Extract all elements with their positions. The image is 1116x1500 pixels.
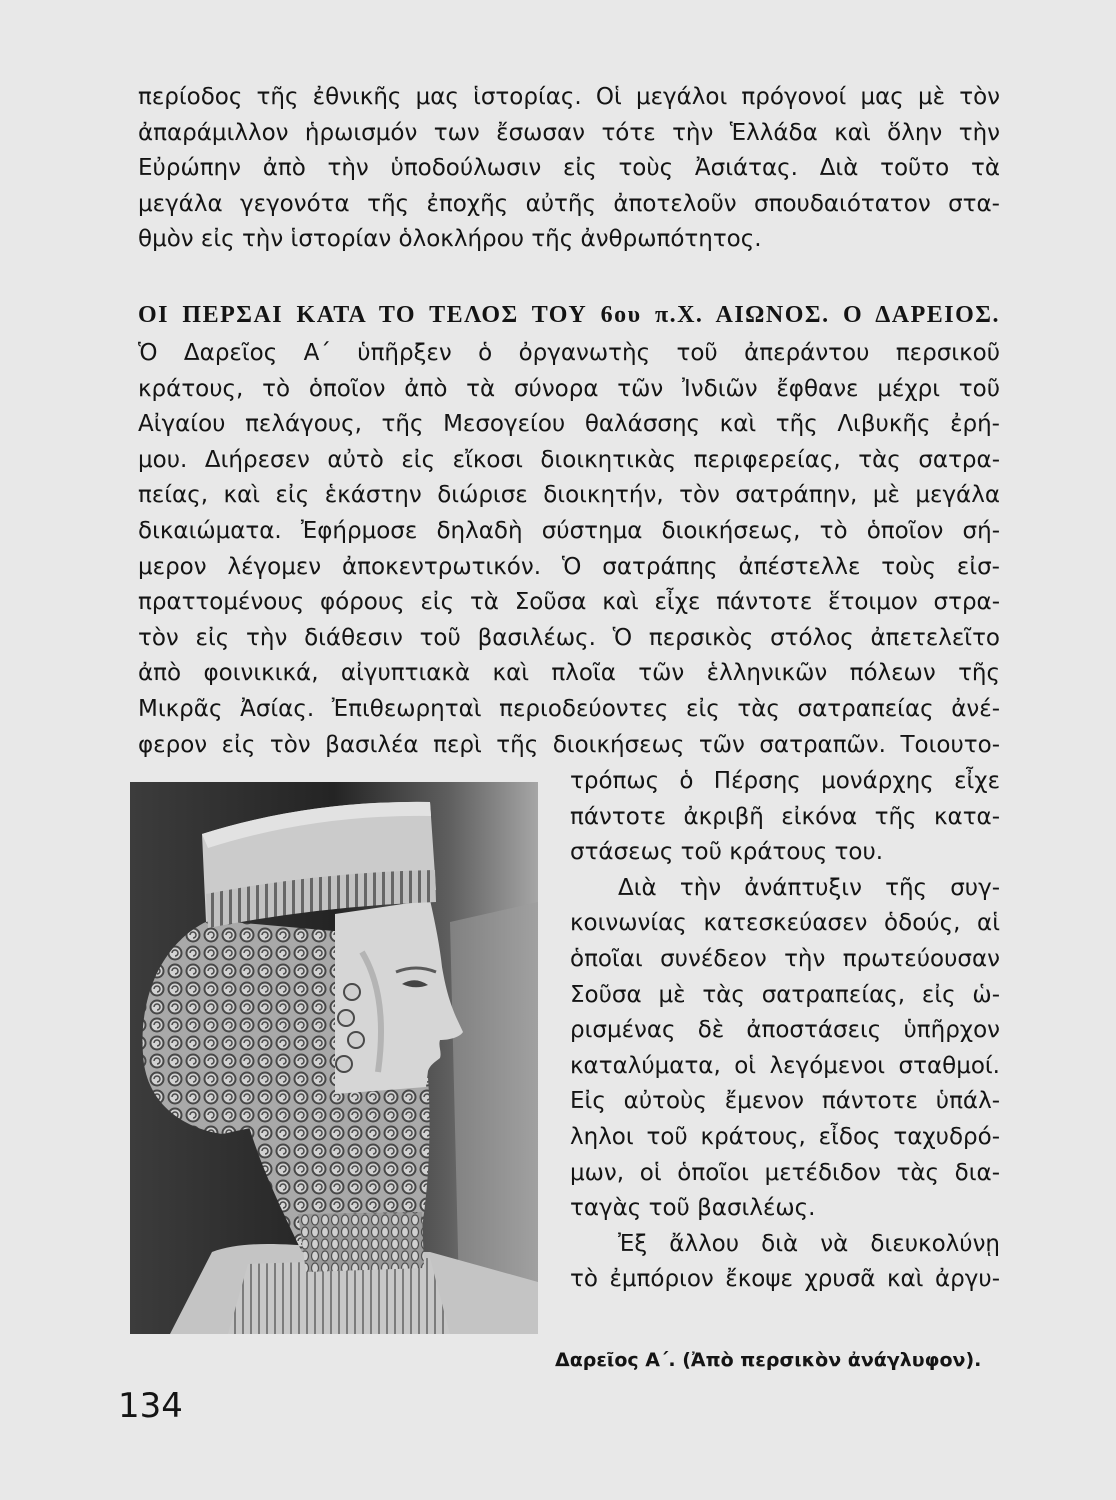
darius-relief-image [130,782,538,1334]
text-line: ἀπαράμιλλον ἡρωισμόν των ἔσωσαν τότε τὴν Ἑλλάδα καὶ ὅλην τὴν [138,119,1000,146]
text-line: περίοδος τῆς ἐθνικῆς μας ἱστορίας. Οἱ μεγάλοι πρόγονοί μας μὲ τὸν [138,84,1000,110]
text-line: τὸν εἰς τὴν διάθεσιν τοῦ βασιλέως. Ὁ περσικὸς στόλος ἀπετελεῖτο [138,624,1000,651]
text-line: ἀπὸ φοινικικά, αἰγυπτιακὰ καὶ πλοῖα τῶν ἑλληνικῶν πόλεων τῆς [138,660,1000,687]
body-paragraph [138,336,1000,763]
text-line: τρόπως ὁ Πέρσης μονάρχης εἶχε [570,768,1000,794]
text-line: πείας, καὶ εἰς ἑκάστην διώρισε διοικητήν, τὸν σατράπην, μὲ μεγάλα [138,482,1000,509]
text-line: Μικρᾶς Ἀσίας. Ἐπιθεωρηταὶ περιοδεύοντες εἰς τὰς σατραπείας ἀνέ- [138,695,1000,722]
text-line: μερον λέγομεν ἀποκεντρωτικόν. Ὁ σατράπης ἀπέστελλε τοὺς εἰσ- [138,553,1000,580]
intro-paragraph [138,80,1000,258]
text-line: ρισμένας δὲ ἀποστάσεις ὑπῆρχον [570,1017,1000,1044]
text-line: πραττομένους φόρους εἰς τὰ Σοῦσα καὶ εἶχε πάντοτε ἕτοιμον στρα- [138,589,1000,616]
text-line: θμὸν εἰς τὴν ἱστορίαν ὁλοκλήρου τῆς ἀνθρωπότητος. [138,226,762,253]
text-line: μεγάλα γεγονότα τῆς ἐποχῆς αὐτῆς ἀποτελοῦν σπουδαιότατον στα- [138,190,1000,217]
text-line: πάντοτε ἀκριβῆ εἰκόνα τῆς κατα- [570,803,1000,830]
text-line: φερον εἰς τὸν βασιλέα περὶ τῆς διοικήσεως τῶν σατραπῶν. Τοιουτο- [138,731,1000,758]
text-line: κράτους, τὸ ὁποῖον ἀπὸ τὰ σύνορα τῶν Ἰνδιῶν ἔφθανε μέχρι τοῦ [138,375,1000,402]
text-line: μου. Διήρεσεν αὐτὸ εἰς εἴκοσι διοικητικὰς περιφερείας, τὰς σατρα- [138,446,1000,473]
section-heading: ΟΙ ΠΕΡΣΑΙ ΚΑΤΑ ΤΟ ΤΕΛΟΣ ΤΟΥ 6ου π.Χ. ΑΙΩΝΟΣ. Ο ΔΑΡΕΙΟΣ. [138,302,1000,328]
text-line: Εὐρώπην ἀπὸ τὴν ὑποδούλωσιν εἰς τοὺς Ἀσιάτας. Διὰ τοῦτο τὰ [138,155,1000,182]
text-line: Διὰ τὴν ἀνάπτυξιν τῆς συγ- [618,874,1000,901]
text-line: ληλοι τοῦ κράτους, εἶδος ταχυδρό- [570,1123,1000,1150]
text-line: μων, οἱ ὁποῖοι μετέδιδον τὰς δια- [570,1159,1000,1186]
text-line: στάσεως τοῦ κράτους του. [570,839,884,866]
figure-caption: Δαρεῖος Α΄. (Ἀπὸ περσικὸν ἀνάγλυφον). [555,1349,982,1371]
text-line: Ἐξ ἄλλου διὰ νὰ διευκολύνῃ [618,1230,1000,1257]
text-line: ὁποῖαι συνέδεον τὴν πρωτεύουσαν [570,945,1000,972]
text-line: τὸ ἐμπόριον ἔκοψε χρυσᾶ καὶ ἀργυ- [570,1266,1000,1293]
relief-illustration [130,782,538,1334]
text-line: Σοῦσα μὲ τὰς σατραπείας, εἰς ὡ- [570,981,1000,1008]
side-column-text [570,764,1000,1298]
text-line: Ὁ Δαρεῖος Α΄ ὑπῆρξεν ὁ ὀργανωτὴς τοῦ ἀπεράντου περσικοῦ [138,340,1000,366]
beard-braids [298,1212,424,1272]
text-line: κοινωνίας κατεσκεύασεν ὁδούς, αἱ [570,910,1000,937]
page-number: 134 [118,1386,183,1426]
text-line: δικαιώματα. Ἐφήρμοσε δηλαδὴ σύστημα διοικήσεως, τὸ ὁποῖον σή- [138,517,1000,544]
text-line: Εἰς αὐτοὺς ἔμενον πάντοτε ὑπάλ- [570,1088,1000,1115]
text-line: καταλύματα, οἱ λεγόμενοι σταθμοί. [570,1052,1000,1079]
text-line: Αἰγαίου πελάγους, τῆς Μεσογείου θαλάσσης καὶ τῆς Λιβυκῆς ἐρή- [138,411,1000,438]
text-line: ταγὰς τοῦ βασιλέως. [570,1195,816,1222]
